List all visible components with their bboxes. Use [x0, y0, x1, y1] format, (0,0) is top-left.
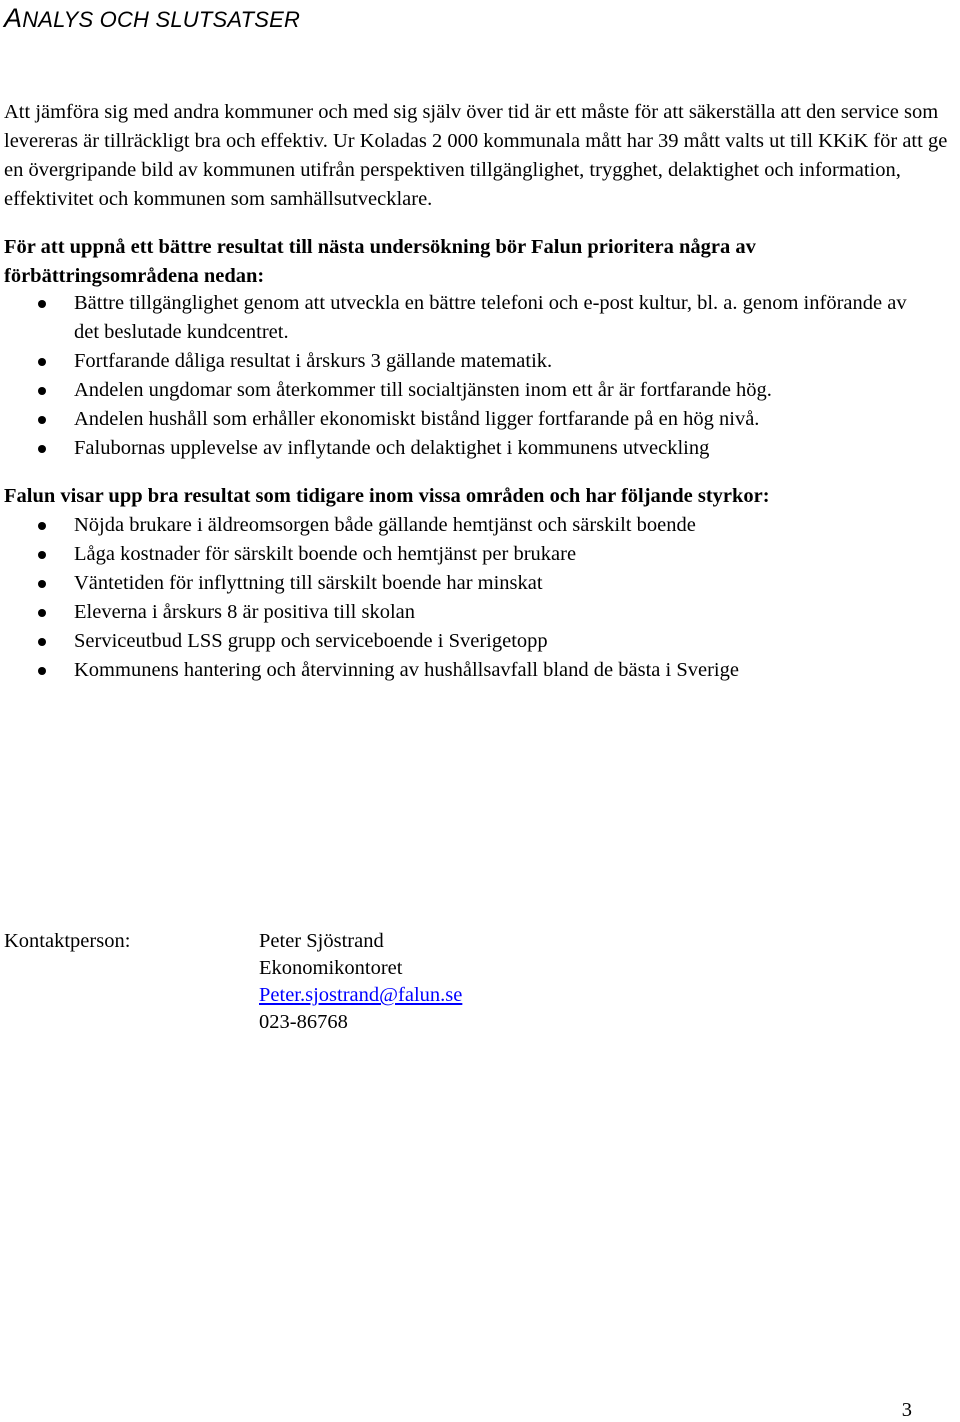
list-item — [0, 376, 920, 405]
list-item-text: Serviceutbud LSS grupp och serviceboende i Sverigetopp — [74, 630, 548, 652]
bullet-icon — [38, 638, 46, 646]
list-item-text: Fortfarande dåliga resultat i årskurs 3 gällande matematik. — [74, 350, 553, 372]
priorities-title: För att uppnå ett bättre resultat till nästa undersökning bör Falun prioritera några av förbättringsområdena nedan: — [4, 236, 756, 287]
list-item-text: Andelen ungdomar som återkommer till socialtjänsten inom ett år är fortfarande hög. — [74, 379, 772, 401]
contact-details — [259, 928, 462, 1036]
heading-rest: NALYS OCH SLUTSATSER — [22, 7, 301, 32]
list-item — [0, 656, 940, 685]
list-item — [0, 540, 940, 569]
bullet-icon — [38, 445, 46, 453]
bullet-icon — [38, 416, 46, 424]
bullet-icon — [38, 387, 46, 395]
list-item — [0, 289, 920, 347]
contact-phone: 023-86768 — [259, 1011, 348, 1033]
contact-department: Ekonomikontoret — [259, 957, 403, 979]
bullet-icon — [38, 522, 46, 530]
list-item — [0, 347, 920, 376]
priorities-list — [0, 289, 920, 463]
strengths-title: Falun visar upp bra resultat som tidigare inom vissa områden och har följande styrkor: — [4, 485, 770, 507]
page-number: 3 — [901, 1399, 912, 1421]
list-item-text: Väntetiden för inflyttning till särskilt boende har minskat — [74, 572, 543, 594]
contact-name: Peter Sjöstrand — [259, 930, 384, 952]
bullet-icon — [38, 609, 46, 617]
list-item — [0, 569, 940, 598]
list-item-text: Andelen hushåll som erhåller ekonomiskt bistånd ligger fortfarande på en hög nivå. — [74, 408, 760, 430]
strengths-list — [0, 511, 940, 685]
bullet-icon — [38, 580, 46, 588]
list-item-text: Låga kostnader för särskilt boende och hemtjänst per brukare — [74, 543, 577, 565]
bullet-icon — [38, 551, 46, 559]
list-item — [0, 627, 940, 656]
list-item — [0, 598, 940, 627]
contact-email-link[interactable]: Peter.sjostrand@falun.se — [259, 984, 463, 1006]
list-item-text: Nöjda brukare i äldreomsorgen både gällande hemtjänst och särskilt boende — [74, 514, 696, 536]
bullet-icon — [38, 667, 46, 675]
list-item — [0, 434, 920, 463]
list-item — [0, 511, 940, 540]
bullet-icon — [38, 358, 46, 366]
page-heading — [4, 4, 300, 34]
contact-label: Kontaktperson: — [4, 930, 131, 952]
list-item-text: Eleverna i årskurs 8 är positiva till skolan — [74, 601, 416, 623]
intro-paragraph: Att jämföra sig med andra kommuner och med sig själv över tid är ett måste för att säkerställa att den service som levereras är tillräckligt bra och effektiv. Ur Koladas 2 000 kommunala mått har 39 mått valts ut till KKiK för att ge en övergripande bild av kommunen utifrån perspektiven tillgänglighet, trygghet, delaktighet och information, effektivitet och kommunen som samhällsutvecklare. — [4, 101, 948, 210]
list-item-text: Falubornas upplevelse av inflytande och delaktighet i kommunens utveckling — [74, 437, 710, 459]
list-item-text: Bättre tillgänglighet genom att utveckla en bättre telefoni och e-post kultur, bl. a. genom införande av det beslutade kundcentret. — [74, 292, 907, 343]
list-item — [0, 405, 920, 434]
heading-initial: A — [4, 3, 23, 33]
bullet-icon — [38, 300, 46, 308]
list-item-text: Kommunens hantering och återvinning av hushållsavfall bland de bästa i Sverige — [74, 659, 739, 681]
